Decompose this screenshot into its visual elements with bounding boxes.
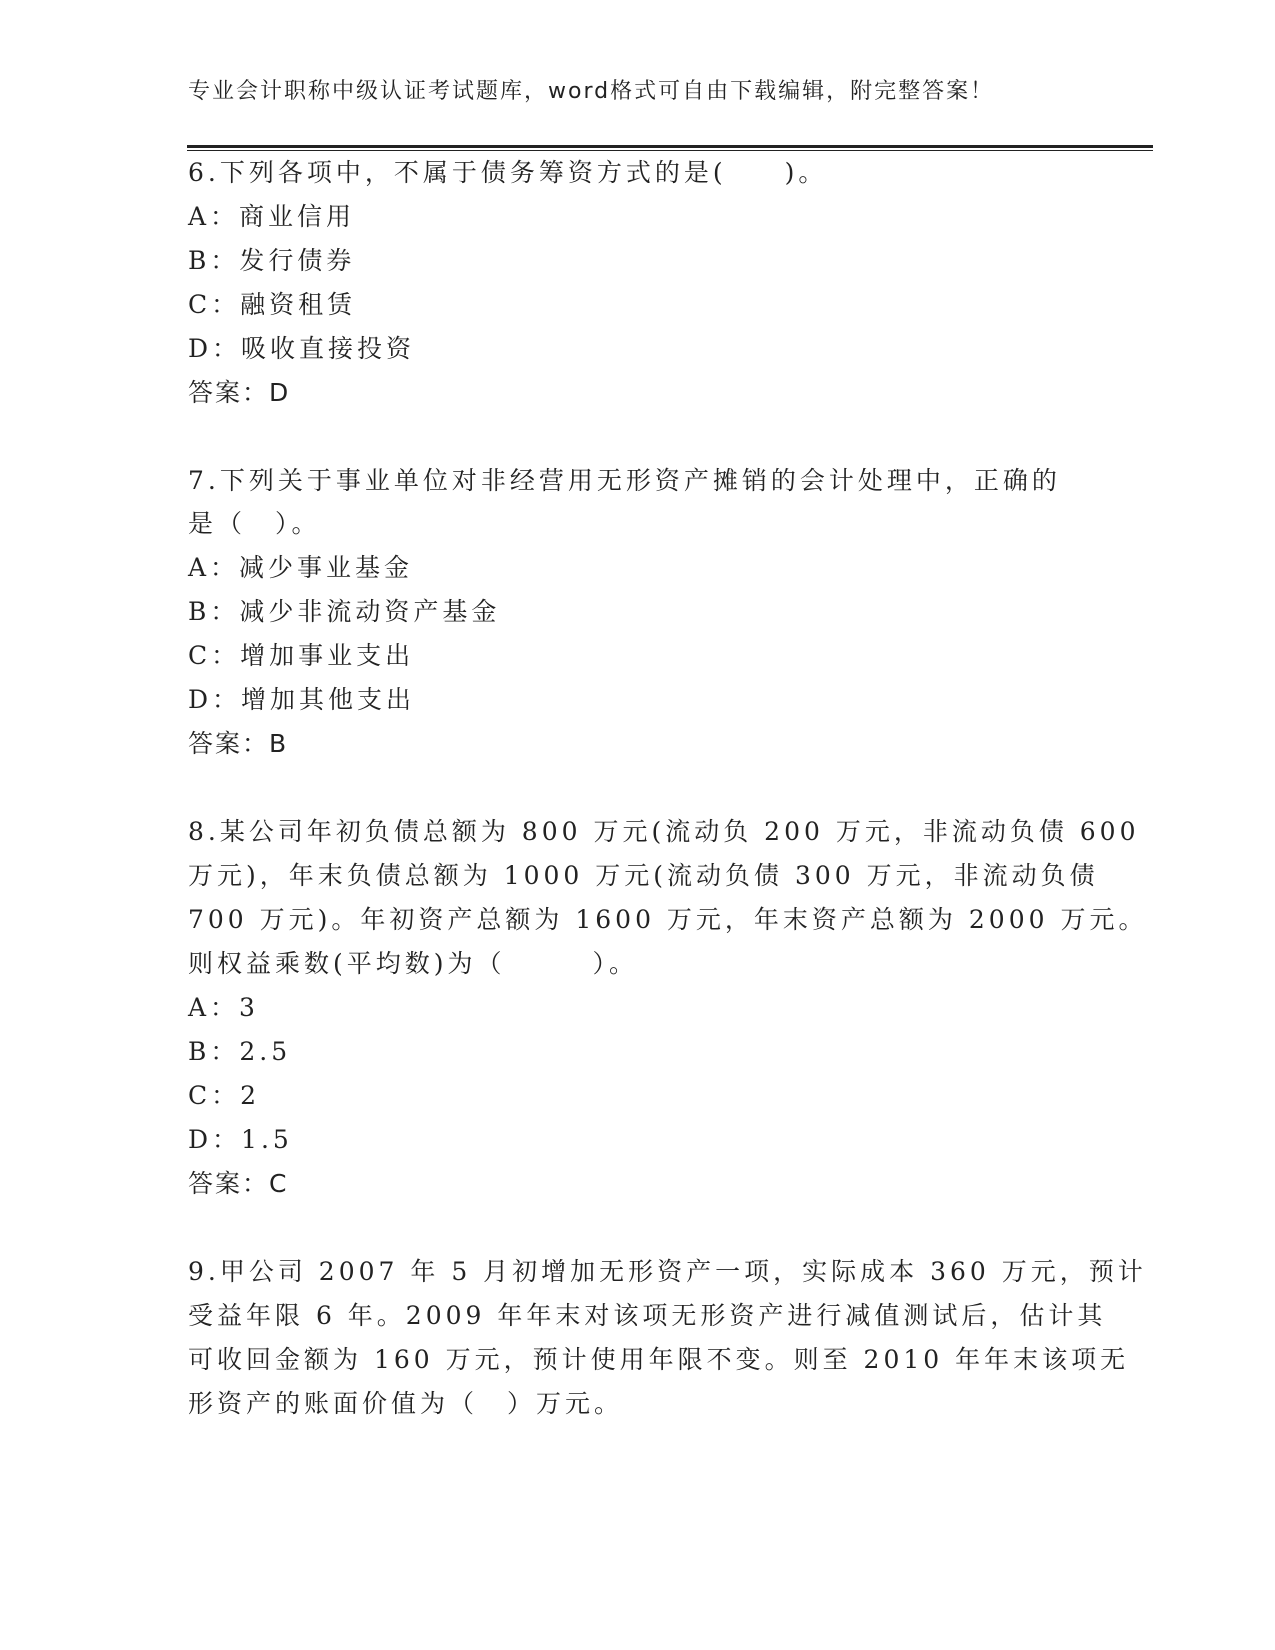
- question-8-option-d: D：1.5: [188, 1125, 293, 1154]
- question-7-option-c: C：增加事业支出: [188, 641, 415, 670]
- question-9-text-line-4: 形资产的账面价值为（ ）万元。: [188, 1389, 624, 1418]
- question-8-text-line-1: 8.某公司年初负债总额为 800 万元(流动负 200 万元，非流动负债 600: [188, 817, 1140, 846]
- question-8-option-b: B：2.5: [188, 1037, 292, 1066]
- question-7-text-line-1: 7.下列关于事业单位对非经营用无形资产摊销的会计处理中，正确的: [188, 466, 1061, 495]
- question-7-text-line-2: 是（ ）。: [188, 509, 321, 538]
- question-9-text-line-2: 受益年限 6 年。2009 年年末对该项无形资产进行减值测试后，估计其: [188, 1301, 1107, 1330]
- question-9-text-line-3: 可收回金额为 160 万元，预计使用年限不变。则至 2010 年年末该项无: [188, 1345, 1130, 1374]
- question-8-text-line-2: 万元)，年末负债总额为 1000 万元(流动负债 300 万元，非流动负债: [188, 861, 1099, 890]
- question-8-option-a: A：3: [188, 993, 259, 1022]
- question-7-option-b: B：减少非流动资产基金: [188, 597, 501, 626]
- question-6-text: 6.下列各项中，不属于债务筹资方式的是( )。: [188, 158, 828, 187]
- question-6-option-d: D：吸收直接投资: [188, 334, 416, 363]
- question-7-answer: 答案：B: [188, 729, 289, 758]
- question-6-option-c: C：融资租赁: [188, 290, 357, 319]
- question-7-option-a: A：减少事业基金: [188, 553, 414, 582]
- question-8-text-line-3: 700 万元)。年初资产总额为 1600 万元，年末资产总额为 2000 万元。: [188, 905, 1148, 934]
- question-8-text-line-4: 则权益乘数(平均数)为（ ）。: [188, 949, 639, 978]
- page-header: 专业会计职称中级认证考试题库，word格式可自由下载编辑，附完整答案！: [188, 79, 995, 104]
- question-8-answer: 答案：C: [188, 1169, 289, 1198]
- question-6-answer: 答案：D: [188, 378, 291, 407]
- question-7-option-d: D：增加其他支出: [188, 685, 416, 714]
- header-divider-thin: [187, 150, 1153, 151]
- question-6-option-b: B：发行债券: [188, 246, 356, 275]
- header-divider-thick: [187, 145, 1153, 148]
- question-8-option-c: C：2: [188, 1081, 261, 1110]
- question-6-option-a: A：商业信用: [188, 202, 356, 231]
- question-9-text-line-1: 9.甲公司 2007 年 5 月初增加无形资产一项，实际成本 360 万元，预计: [188, 1257, 1147, 1286]
